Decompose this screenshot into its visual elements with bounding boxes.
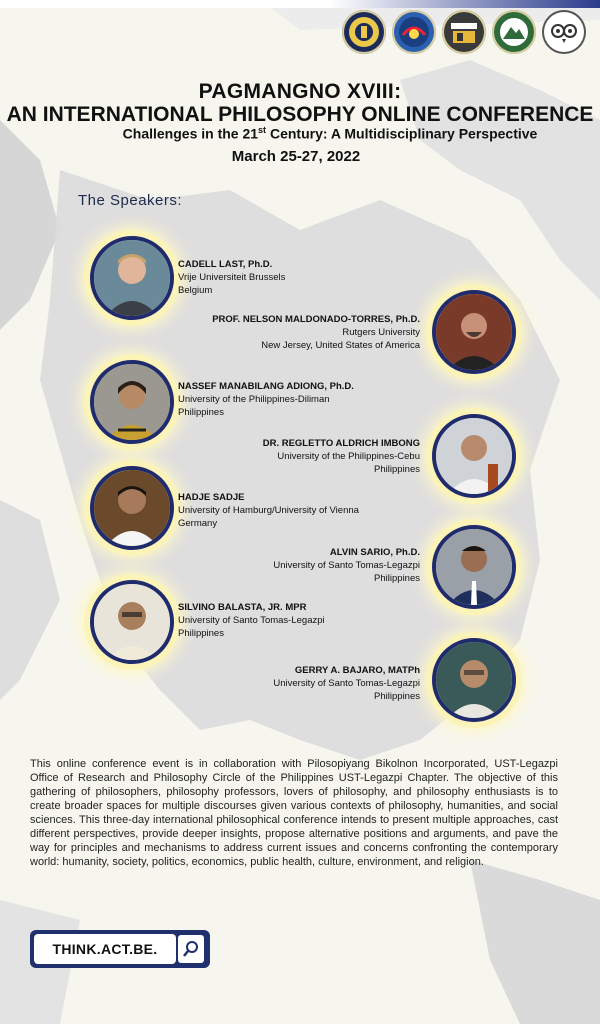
top-accent-bar — [0, 0, 600, 8]
philosophy-circle-seal-icon — [392, 10, 436, 54]
conference-dates: March 25-27, 2022 — [231, 148, 361, 165]
conference-series-title: PAGMANGNO XVIII: — [198, 80, 402, 103]
speakers-heading: The Speakers: — [78, 192, 183, 209]
conference-title: AN INTERNATIONAL PHILOSOPHY ONLINE CONFERENCE — [6, 103, 594, 126]
speaker-affiliation: University of Santo Tomas-Legazpi — [178, 615, 325, 626]
speaker-country: New Jersey, United States of America — [261, 340, 420, 351]
speaker-5-info — [178, 491, 359, 530]
speaker-8-info — [273, 664, 420, 703]
research-logo-icon — [442, 10, 486, 54]
speaker-photo-cadell-last — [90, 236, 174, 320]
speaker-country: Philippines — [178, 407, 224, 418]
speaker-name: CADELL LAST, Ph.D. — [178, 259, 273, 270]
speaker-affiliation: University of the Philippines-Cebu — [277, 451, 420, 462]
speaker-1-info — [178, 258, 285, 297]
speaker-affiliation: Rutgers University — [342, 327, 420, 338]
speaker-country: Philippines — [374, 573, 420, 584]
speaker-country: Philippines — [374, 691, 420, 702]
owl-logo-icon — [542, 10, 586, 54]
speaker-photo-regletto-imbong — [432, 414, 516, 498]
speaker-affiliation: Vrije Universiteit Brussels — [178, 272, 286, 283]
theme-superscript: st — [258, 125, 267, 135]
ust-legazpi-seal-icon — [342, 10, 386, 54]
search-icon — [178, 935, 204, 963]
speaker-photo-nelson-maldonado-torres — [432, 290, 516, 374]
speaker-4-info — [263, 437, 420, 476]
think-act-be-search-bar — [30, 930, 210, 968]
speaker-name: HADJE SADJE — [178, 492, 245, 503]
speaker-country: Philippines — [178, 628, 224, 639]
speaker-country: Germany — [178, 518, 218, 529]
speaker-affiliation: University of the Philippines-Diliman — [178, 394, 330, 405]
speaker-country: Philippines — [374, 464, 420, 475]
conference-theme — [30, 125, 600, 142]
speaker-affiliation: University of Santo Tomas-Legazpi — [273, 560, 420, 571]
speaker-name: NASSEF MANABILANG ADIONG, Ph.D. — [178, 381, 354, 392]
speaker-name: ALVIN SARIO, Ph.D. — [329, 547, 420, 558]
speaker-photo-alvin-sario — [432, 525, 516, 609]
speaker-2-info — [212, 313, 420, 352]
speaker-name: GERRY A. BAJARO, MATPh — [294, 665, 420, 676]
speaker-name: SILVINO BALASTA, JR. MPR — [178, 602, 307, 613]
speaker-photo-nassef-adiong — [90, 360, 174, 444]
speaker-photo-gerry-bajaro — [432, 638, 516, 722]
speaker-name: PROF. NELSON MALDONADO-TORRES, Ph.D. — [212, 314, 420, 325]
theme-text-post: Century: A Multidisciplinary Perspective — [266, 125, 538, 142]
speaker-photo-silvino-balasta — [90, 580, 174, 664]
speaker-affiliation: University of Santo Tomas-Legazpi — [273, 678, 420, 689]
tagline: THINK.ACT.BE. — [34, 934, 176, 964]
theme-text-pre: Challenges in the 21 — [122, 125, 259, 142]
partner-logos — [342, 10, 586, 54]
speaker-name: DR. REGLETTO ALDRICH IMBONG — [262, 438, 420, 449]
speaker-affiliation: University of Hamburg/University of Vienna — [178, 505, 359, 516]
speaker-7-info — [178, 601, 325, 640]
speaker-3-info — [178, 380, 354, 419]
speaker-country: Belgium — [178, 285, 213, 296]
speaker-photo-hadje-sadje — [90, 466, 174, 550]
pilosopiyang-bikolnon-logo-icon — [492, 10, 536, 54]
speaker-6-info — [273, 546, 420, 585]
conference-description: This online conference event is in collaboration with Pilosopiyang Bikolnon Incorporated, UST-Legazpi Office of Research and Philosophy Circle of the Philippines UST-Legazpi Chapter. The objective of this gathering of philosophers, philosophy professors, lovers of philosophy, and philosophy enthusiasts is to create broader spaces for multiple discourses given various contexts of philosophy, humanities, and social sciences. This three-day international philosophical conference intends to present multiple approaches, cast different perspectives, provide deeper insights, propose alternative positions and arguments, and pave the way for principles and mechanisms to address current issues and concerns confronting the contemporary world: humanity, society, politics, economics, public health, culture, environment, and religion. — [30, 758, 558, 868]
